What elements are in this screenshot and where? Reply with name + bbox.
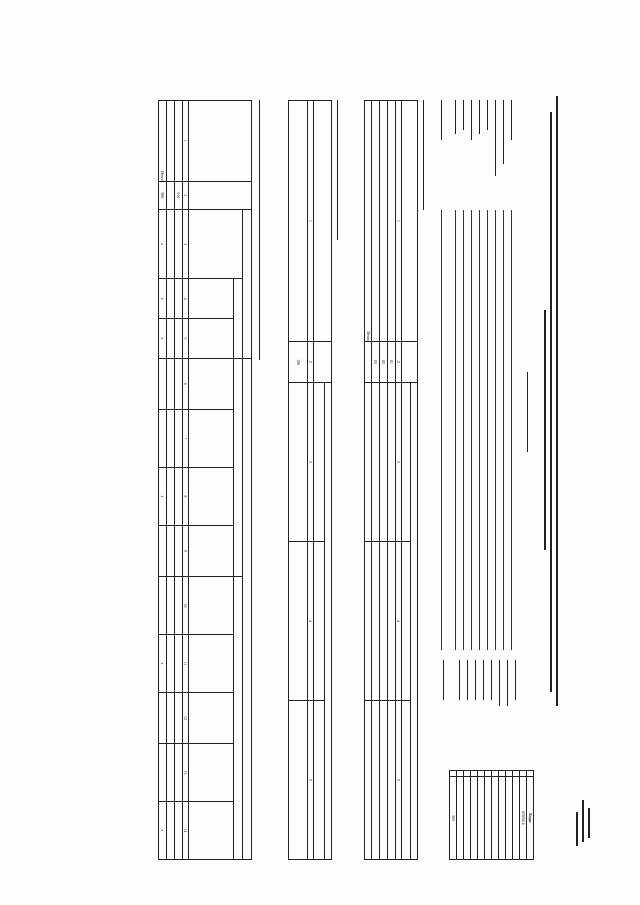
table-row: 01 [388,101,396,860]
code-cell [485,776,492,859]
total-row: Итого [365,101,372,860]
codes-table [449,770,534,860]
table-row: 100 [289,101,308,860]
table-row: 010 [175,101,183,860]
code-cell [464,776,471,859]
code-cell: 383 [450,776,457,859]
code-cell [471,776,478,859]
table-row: 02 [380,101,388,860]
total-row: Итого 900 x x x x x x [159,101,167,860]
code-cell [513,776,520,859]
section-3-table: 1 2 3 4 5 6 7 8 9 10 11 12 13 14 010 Итого 900 x x x x x x [158,100,252,860]
code-cell: 0505814 [520,776,527,859]
code-cell [499,776,506,859]
code-cell [506,776,513,859]
code-cell [457,776,464,859]
code-cell [478,776,485,859]
table-row: 03 [372,101,380,860]
table-row [167,101,175,860]
code-cell [492,776,499,859]
section-1-table: 1 2 3 4 5 01 02 03 Итого [364,100,418,860]
codes-title: Коды [527,776,534,859]
section-2-table: 1 2 3 4 5 100 [288,100,332,860]
